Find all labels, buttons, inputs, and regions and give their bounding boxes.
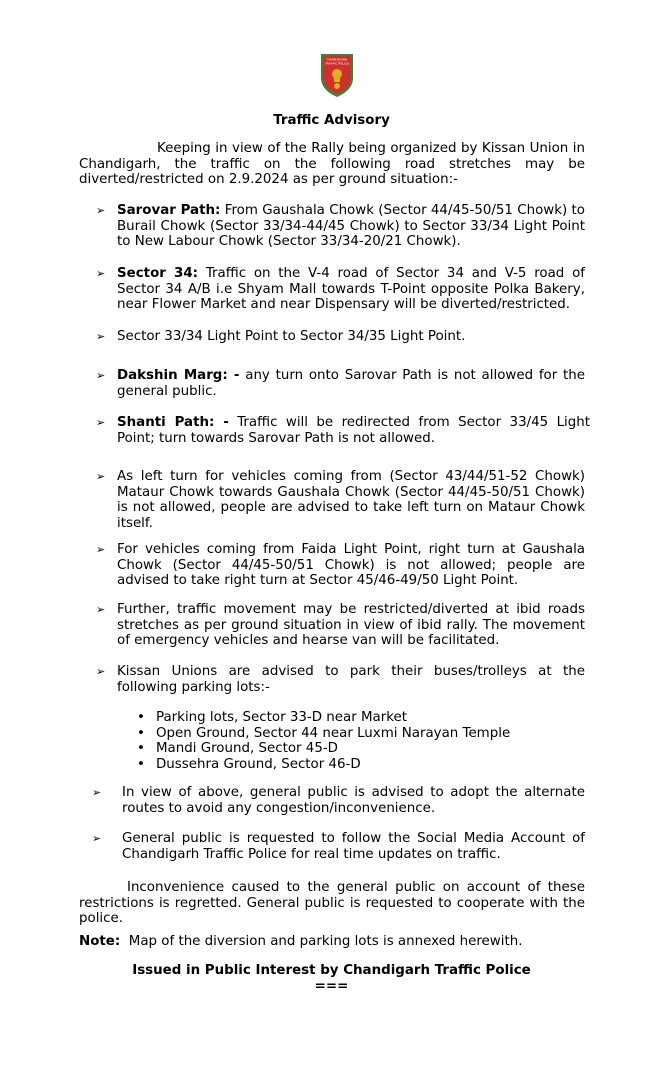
list-item [117, 368, 585, 399]
arrow-bullet-icon: ➢ [92, 786, 102, 799]
bullet-dot-icon: • [137, 710, 145, 725]
arrow-bullet-icon: ➢ [96, 603, 106, 616]
arrow-bullet-icon: ➢ [96, 369, 106, 382]
parking-lot-text: Mandi Ground, Sector 45-D [156, 741, 338, 756]
item-text: Sector 33/34 Light Point to Sector 34/35 Light Point. [117, 329, 466, 344]
note-text: Map of the diversion and parking lots is annexed herewith. [128, 934, 523, 949]
arrow-bullet-icon: ➢ [96, 204, 106, 217]
item-heading: Dakshin Marg: - [117, 368, 240, 383]
arrow-bullet-icon: ➢ [96, 470, 106, 483]
intro-paragraph: Keeping in view of the Rally being organized by Kissan Union in Chandigarh, the traffic on the following road stretches may be diverted/restricted on 2.9.2024 as per ground situation:- [79, 141, 585, 188]
badge-line-2: TRAFFIC POLICE [325, 61, 349, 66]
item-text: Further, traffic movement may be restricted/diverted at ibid roads stretches as per ground situation in view of ibid rally. The movement of emergency vehicles and hearse van will be facilitated. [117, 602, 585, 649]
bullet-dot-icon: • [137, 726, 145, 741]
parking-lot-text: Open Ground, Sector 44 near Luxmi Narayan Temple [156, 726, 511, 741]
bullet-dot-icon: • [137, 741, 145, 756]
item-heading: Shanti Path: - [117, 415, 229, 430]
item-text: any turn onto Sarovar Path is not allowed for the general public. [117, 368, 585, 399]
arrow-bullet-icon: ➢ [96, 267, 106, 280]
list-item [117, 664, 585, 695]
list-item: General public is requested to follow the Social Media Account of Chandigarh Traffic Police for real time updates on traffic. [122, 831, 585, 862]
arrow-bullet-icon: ➢ [96, 330, 106, 343]
page-title: Traffic Advisory [273, 113, 390, 128]
item-text: Kissan Unions are advised to park their buses/trolleys at the following parking lots:- [117, 664, 585, 695]
issued-by-line: Issued in Public Interest by Chandigarh Traffic Police [132, 963, 531, 978]
arrow-bullet-icon: ➢ [92, 832, 102, 845]
police-badge-icon [319, 52, 355, 98]
list-item: In view of above, general public is advised to adopt the alternate routes to avoid any congestion/inconvenience. [122, 785, 585, 816]
list-item [117, 469, 585, 531]
list-item [117, 542, 585, 589]
list-item [117, 266, 585, 313]
list-item [117, 203, 585, 250]
item-text: Traffic will be redirected from Sector 33/45 Light Point; turn towards Sarovar Path is not allowed. [117, 415, 590, 446]
item-text: For vehicles coming from Faida Light Point, right turn at Gaushala Chowk (Sector 44/45-50/51 Chowk) is not allowed; people are advised to take right turn at Sector 45/46-49/50 Light Point. [117, 542, 585, 589]
note-label: Note: [79, 934, 121, 949]
note-line [79, 934, 522, 950]
item-text: From Gaushala Chowk (Sector 44/45-50/51 Chowk) to Burail Chowk (Sector 33/34-44/45 Chowk) to Sector 33/34 Light Point to New Labour Chowk (Sector 33/34-20/21 Chowk). [117, 203, 585, 250]
badge-line-1: CHANDIGARH [326, 57, 348, 62]
item-text: As left turn for vehicles coming from (Sector 43/44/51-52 Chowk) Mataur Chowk towards Gaushala Chowk (Sector 44/45-50/51 Chowk) is not allowed, people are advised to take left turn on Mataur Chowk itself. [117, 469, 585, 531]
parking-lot-text: Parking lots, Sector 33-D near Market [156, 710, 408, 725]
list-item [117, 329, 585, 345]
item-heading: Sarovar Path: [117, 203, 221, 218]
arrow-bullet-icon: ➢ [96, 416, 106, 429]
arrow-bullet-icon: ➢ [96, 543, 106, 556]
bullet-dot-icon: • [137, 757, 145, 772]
parking-lot-text: Dussehra Ground, Sector 46-D [156, 757, 361, 772]
end-mark: === [314, 979, 349, 994]
arrow-bullet-icon: ➢ [96, 665, 106, 678]
item-heading: Sector 34: [117, 266, 199, 281]
item-text: Traffic on the V-4 road of Sector 34 and V-5 road of Sector 34 A/B i.e Shyam Mall towards T-Point opposite Polka Bakery, near Flower Market and near Dispensary will be diverted/restricted. [117, 266, 585, 313]
list-item [117, 602, 585, 649]
closing-paragraph: Inconvenience caused to the general public on account of these restrictions is regretted. General public is requested to cooperate with the police. [79, 880, 585, 927]
list-item [117, 415, 590, 446]
